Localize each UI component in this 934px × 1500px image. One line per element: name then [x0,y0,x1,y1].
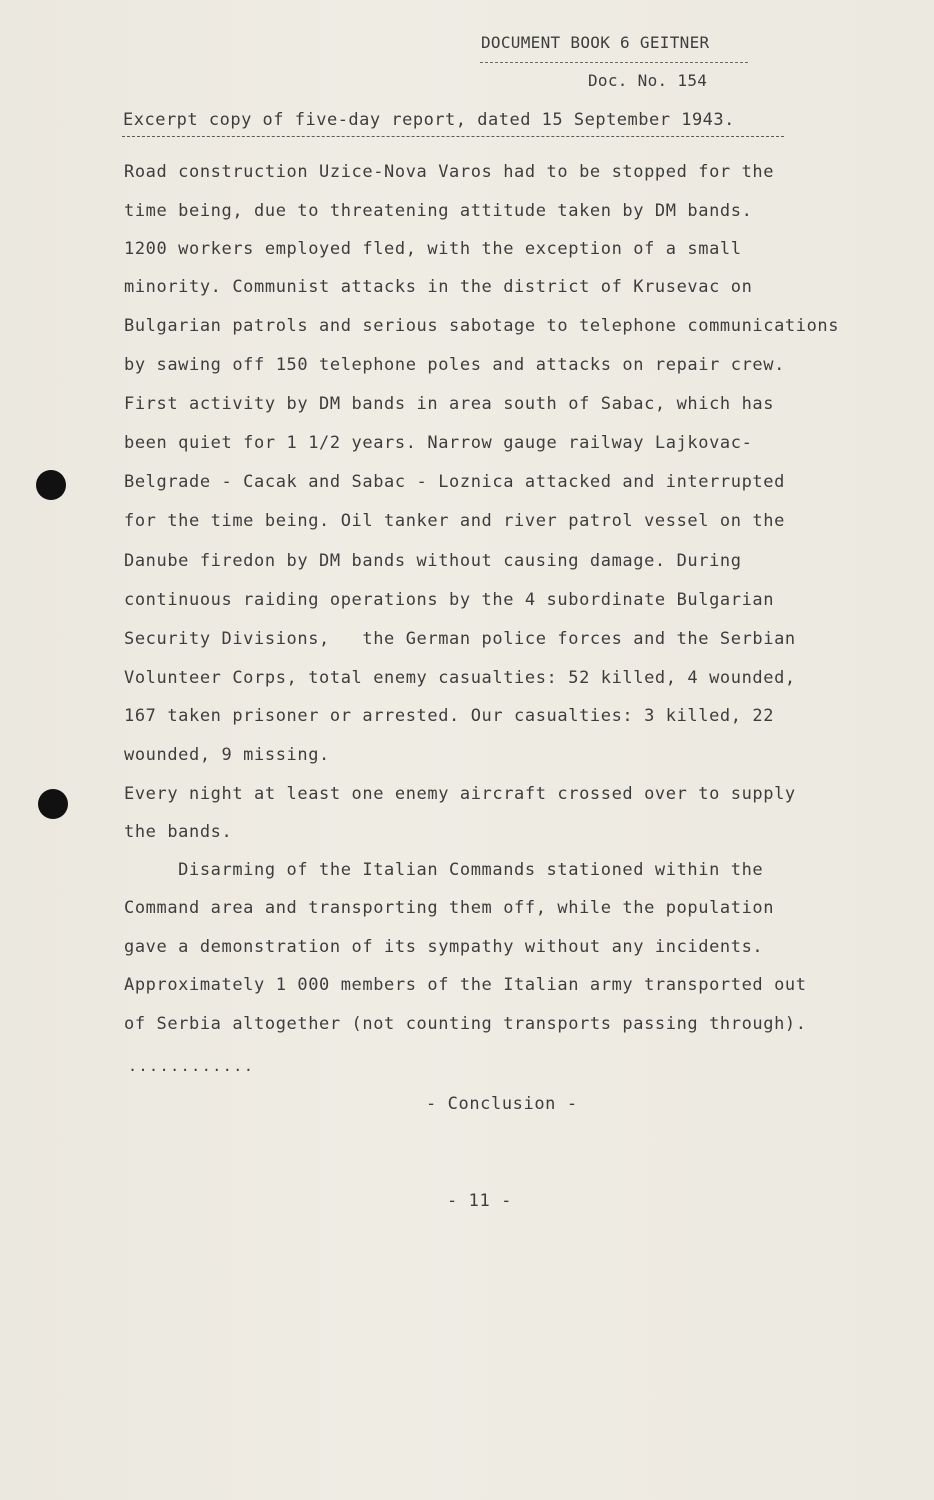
body-line: Command area and transporting them off, while the population [124,898,775,918]
body-line: continuous raiding operations by the 4 subordinate Bulgarian [124,590,775,610]
body-line: of Serbia altogether (not counting transports passing through). [124,1014,807,1034]
body-line: wounded, 9 missing. [124,745,330,765]
body-line: Volunteer Corps, total enemy casualties: 52 killed, 4 wounded, [124,668,796,688]
body-line: the bands. [124,822,233,842]
ellipsis-dots: ............ [128,1057,255,1075]
page-number: - 11 - [447,1191,513,1211]
body-line: gave a demonstration of its sympathy without any incidents. [124,937,764,957]
body-line: 1200 workers employed fled, with the exception of a small [124,239,742,259]
title-underline [122,136,784,137]
conclusion-label: - Conclusion - [426,1094,578,1114]
header-divider [480,62,748,63]
body-line: Disarming of the Italian Commands stationed within the [124,860,764,880]
body-line: time being, due to threatening attitude taken by DM bands. [124,201,753,221]
body-line: Bulgarian patrols and serious sabotage to telephone communications [124,316,840,336]
body-line: Road construction Uzice-Nova Varos had to be stopped for the [124,162,775,182]
body-line: Approximately 1 000 members of the Italian army transported out [124,975,807,995]
body-line: minority. Communist attacks in the district of Krusevac on [124,277,753,297]
body-line: for the time being. Oil tanker and river patrol vessel on the [124,511,785,531]
body-line: Every night at least one enemy aircraft crossed over to supply [124,784,796,804]
body-line: by sawing off 150 telephone poles and attacks on repair crew. [124,355,785,375]
punch-hole [36,470,66,500]
body-line: been quiet for 1 1/2 years. Narrow gauge railway Lajkovac- [124,433,753,453]
body-line: 167 taken prisoner or arrested. Our casualties: 3 killed, 22 [124,706,775,726]
punch-hole [38,789,68,819]
report-title: Excerpt copy of five-day report, dated 15 September 1943. [123,110,735,130]
doc-number: Doc. No. 154 [588,71,708,90]
body-line: Danube firedon by DM bands without causing damage. During [124,551,742,571]
document-book-header: DOCUMENT BOOK 6 GEITNER [481,33,710,52]
body-line: Security Divisions, the German police forces and the Serbian [124,629,796,649]
body-line: First activity by DM bands in area south of Sabac, which has [124,394,775,414]
body-line: Belgrade - Cacak and Sabac - Loznica attacked and interrupted [124,472,785,492]
